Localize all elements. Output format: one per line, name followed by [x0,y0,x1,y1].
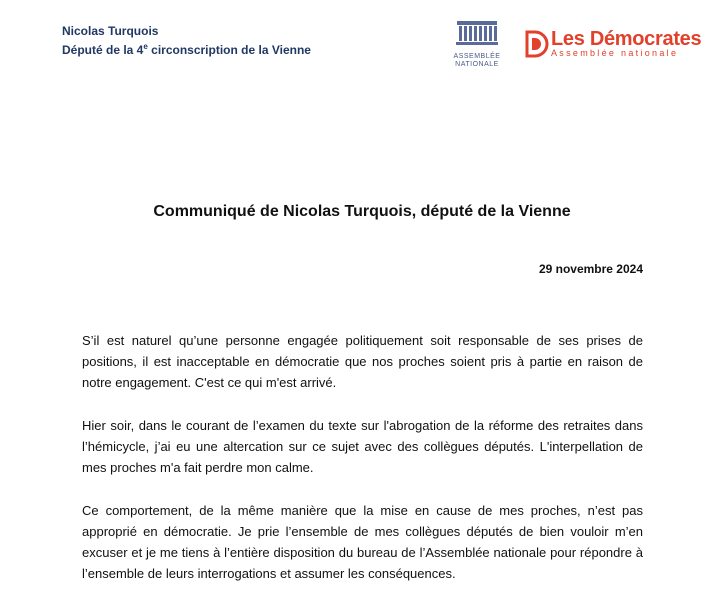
democrates-name: Les Démocrates [551,28,702,50]
author-role [62,41,311,60]
paragraph: Ce comportement, de la même manière que la mise en cause de mes proches, n’est pas approprié en démocratie. Je prie l’ensemble de mes collègues députés de bien vouloir m’en excuser et je me tiens à l’entière disposition du bureau de l’Assemblée nationale pour répondre à l’ensemble de leurs interrogations et assumer les conséquences. [82,503,643,581]
role-prefix: Député de la 4 [62,43,144,57]
paragraph: S’il est naturel qu’une personne engagée politiquement soit responsable de ses prises de positions, il est inacceptable en démocratie que nos proches soient pris à partie en raison de notre engagement. C'est ce qui m'est arrivé. [82,333,643,390]
role-suffix: circonscription de la Vienne [147,43,311,57]
document-title: Communiqué de Nicolas Turquois, député de la Vienne [153,203,571,220]
author-name: Nicolas Turquois [62,24,159,38]
paragraph: Hier soir, dans le courant de l’examen du texte sur l'abrogation de la réforme des retraites dans l’hémicycle, j’ai eu une altercation sur ce sujet avec des collègues députés. L'interpellation de mes proches m'a fait perdre mon calme. [82,418,643,475]
assemblee-nationale-logo [445,20,509,69]
democrates-d-icon [525,30,549,58]
assemblee-building-icon [455,20,499,48]
document-body [82,330,643,606]
assemblee-label-1: ASSEMBLÉE [453,53,501,60]
democrates-subtitle: Assemblée nationale [551,48,679,58]
author-block [62,22,311,60]
assemblee-label-2: NATIONALE [455,61,499,68]
document-date: 29 novembre 2024 [538,262,643,276]
role-superscript: e [143,42,148,51]
